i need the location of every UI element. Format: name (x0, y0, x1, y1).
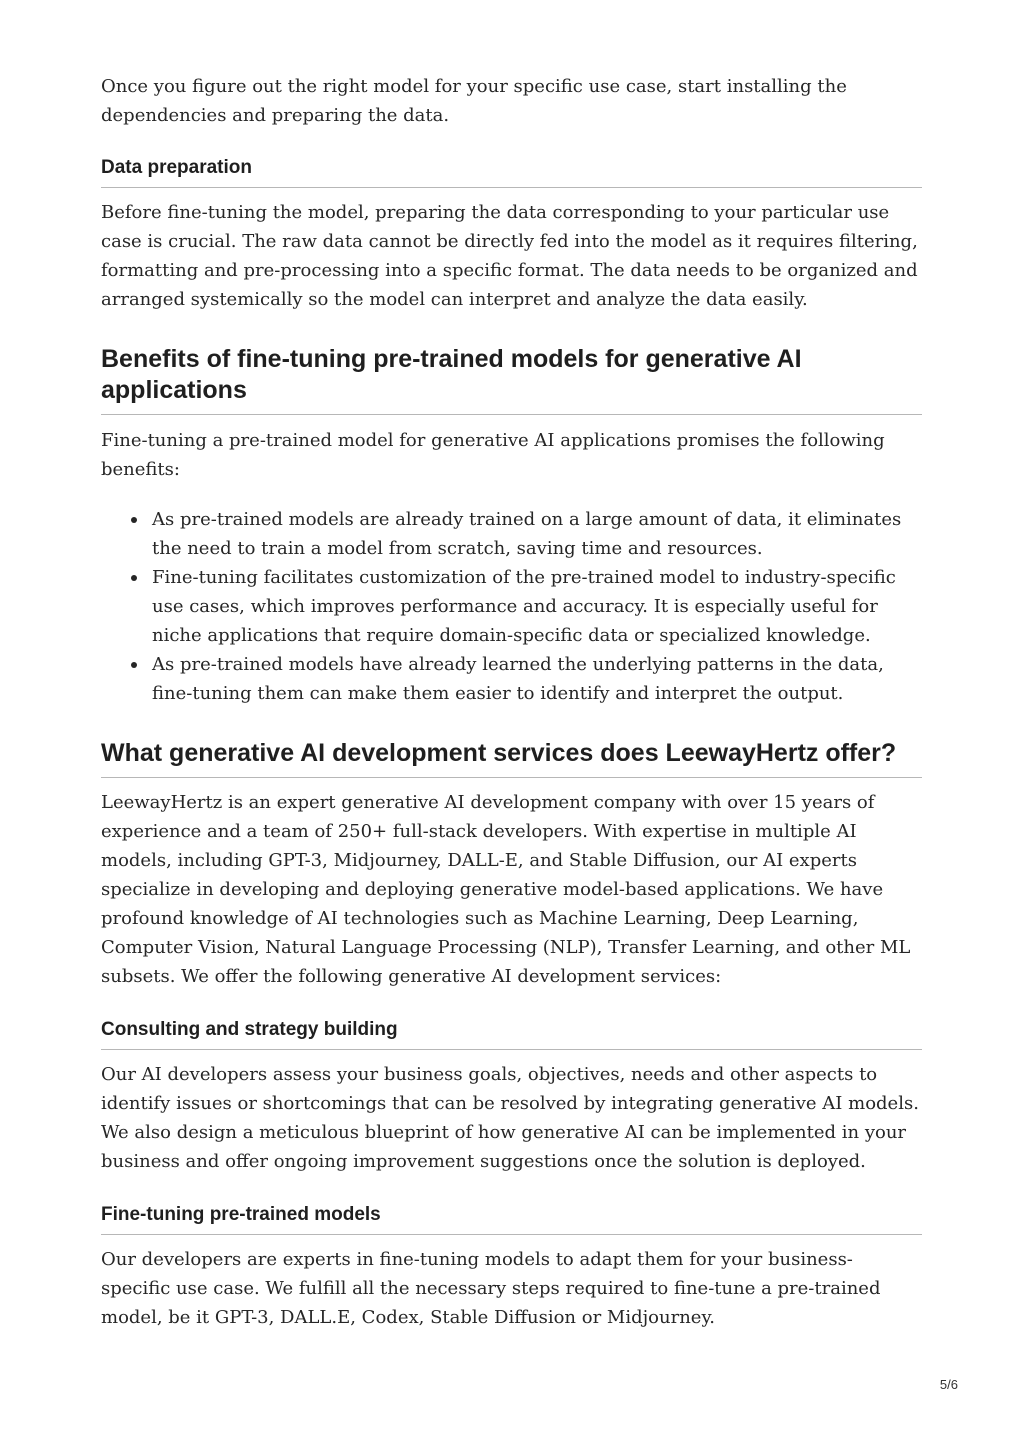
list-item (152, 563, 922, 650)
page-number: 5/6 (939, 1377, 958, 1392)
benefits-heading: Benefits of fine-tuning pre-trained models for generative AI applications (101, 344, 922, 415)
list-item (152, 505, 922, 563)
intro-paragraph: Once you figure out the right model for your specific use case, start installing the dependencies and preparing the data. (101, 76, 847, 126)
services-heading: What generative AI development services does LeewayHertz offer? (101, 738, 922, 778)
consulting-heading: Consulting and strategy building (101, 1018, 922, 1050)
bullet-icon (131, 662, 137, 668)
list-item (152, 650, 922, 708)
fine-tuning-text: Our developers are experts in fine-tuning models to adapt them for your business-specific use case. We fulfill all the necessary steps required to fine-tune a pre-trained model, be it GPT-3, DALL.E, Codex, Stable Diffusion or Midjourney. (101, 1249, 881, 1328)
bullet-icon (131, 575, 137, 581)
benefits-intro: Fine-tuning a pre-trained model for generative AI applications promises the following benefits: (101, 430, 885, 480)
data-preparation-heading: Data preparation (101, 156, 922, 188)
list-item-text: As pre-trained models have already learned the underlying patterns in the data, fine-tuning them can make them easier to identify and interpret the output. (152, 654, 884, 704)
document-page (101, 72, 922, 1332)
services-text: LeewayHertz is an expert generative AI development company with over 15 years of experience and a team of 250+ full-stack developers. With expertise in multiple AI models, including GPT-3, Midjourney, DALL-E, and Stable Diffusion, our AI experts specialize in developing and deploying generative model-based applications. We have profound knowledge of AI technologies such as Machine Learning, Deep Learning, Computer Vision, Natural Language Processing (NLP), Transfer Learning, and other ML subsets. We offer the following generative AI development services: (101, 792, 911, 987)
data-preparation-text: Before fine-tuning the model, preparing the data corresponding to your particular use case is crucial. The raw data cannot be directly fed into the model as it requires filtering, formatting and pre-processing into a specific format. The data needs to be organized and arranged systemically so the model can interpret and analyze the data easily. (101, 202, 918, 310)
consulting-text: Our AI developers assess your business goals, objectives, needs and other aspects to identify issues or shortcomings that can be resolved by integrating generative AI models. We also design a meticulous blueprint of how generative AI can be implemented in your business and offer ongoing improvement suggestions once the solution is deployed. (101, 1064, 919, 1172)
bullet-icon (131, 517, 137, 523)
list-item-text: As pre-trained models are already trained on a large amount of data, it eliminates the need to train a model from scratch, saving time and resources. (152, 509, 902, 559)
benefits-list (101, 505, 922, 708)
fine-tuning-heading: Fine-tuning pre-trained models (101, 1203, 922, 1235)
list-item-text: Fine-tuning facilitates customization of the pre-trained model to industry-specific use cases, which improves performance and accuracy. It is especially useful for niche applications that require domain-specific data or specialized knowledge. (152, 567, 896, 646)
